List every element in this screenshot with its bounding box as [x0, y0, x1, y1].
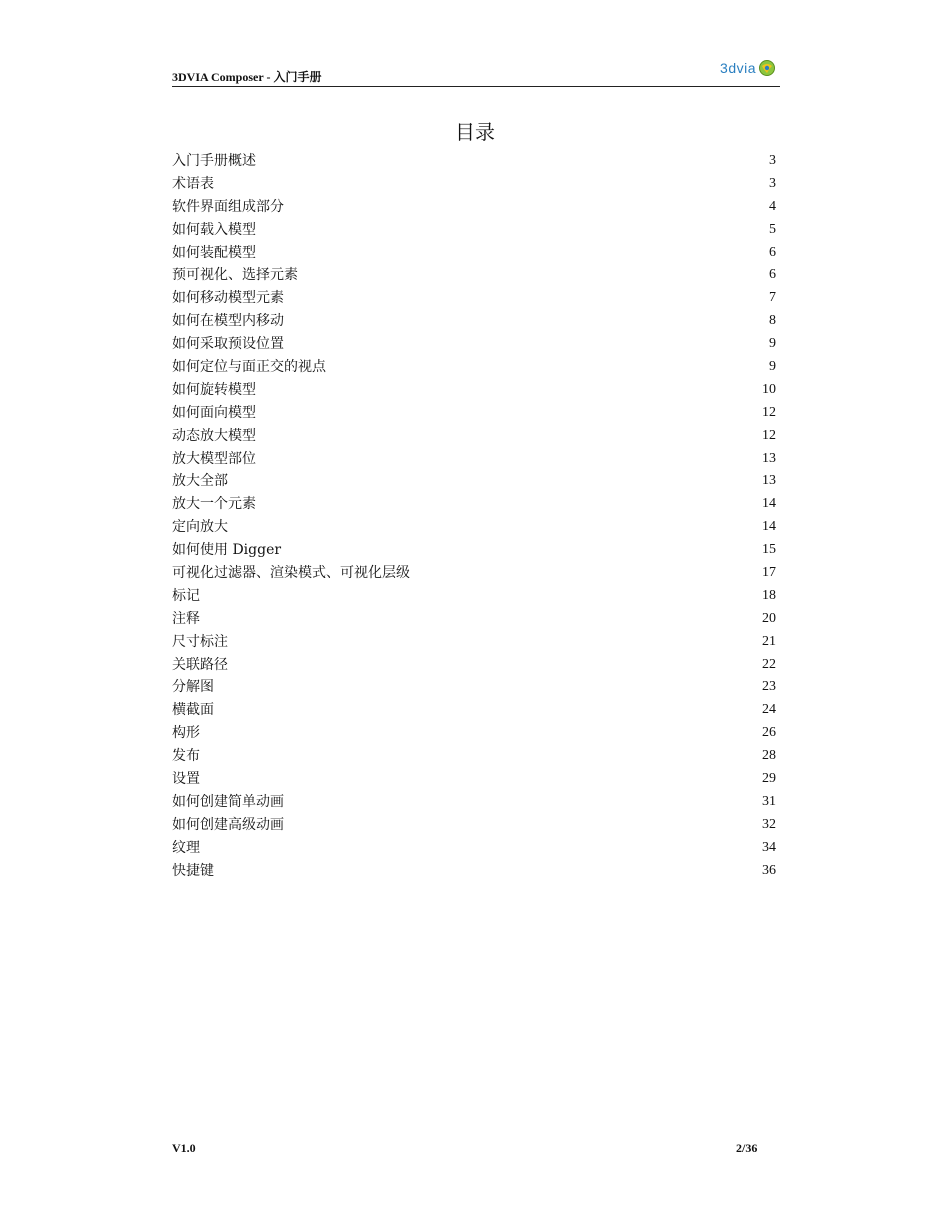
- toc-entry-page: 18: [762, 587, 776, 603]
- document-title: 3DVIA Composer - 入门手册: [172, 70, 322, 84]
- toc-entry-title: 关联路径: [172, 656, 228, 673]
- toc-entry-page: 12: [762, 404, 776, 420]
- toc-entry-page: 13: [762, 450, 776, 466]
- toc-entry-page: 9: [769, 336, 776, 352]
- toc-entry-title: 尺寸标注: [172, 633, 228, 650]
- toc-entry-page: 10: [762, 381, 776, 397]
- toc-entry-page: 14: [762, 496, 776, 512]
- toc-entry[interactable]: [172, 402, 778, 425]
- toc-entry-page: 26: [762, 725, 776, 741]
- toc-entry-title: 如何在模型内移动: [172, 313, 284, 330]
- toc-entry-title: 分解图: [172, 679, 214, 696]
- toc-entry[interactable]: [172, 264, 778, 287]
- toc-entry-page: 17: [762, 565, 776, 581]
- toc-entry-page: 7: [769, 290, 776, 306]
- toc-entry-page: 22: [762, 656, 776, 672]
- toc-entry-title: 术语表: [172, 175, 214, 192]
- toc-entry-title: 如何移动模型元素: [172, 290, 284, 307]
- toc-entry[interactable]: [172, 242, 778, 265]
- toc-heading: 目录: [455, 120, 495, 144]
- toc-entry-title: 构形: [172, 725, 200, 742]
- toc-entry-title: 如何装配模型: [172, 244, 256, 261]
- toc-entry[interactable]: [172, 173, 778, 196]
- toc-entry[interactable]: [172, 219, 778, 242]
- toc-entry[interactable]: [172, 608, 778, 631]
- toc-entry-title: 发布: [172, 748, 200, 765]
- toc-entry[interactable]: [172, 860, 778, 883]
- toc-entry-title: 注释: [172, 610, 200, 627]
- toc-entry[interactable]: [172, 768, 778, 791]
- toc-entry[interactable]: [172, 150, 778, 173]
- toc-entry[interactable]: [172, 585, 778, 608]
- logo-text: 3dvia: [720, 60, 756, 76]
- toc-entry-page: 3: [769, 175, 776, 191]
- toc-entry-page: 6: [769, 244, 776, 260]
- toc-entry-title: 如何旋转模型: [172, 381, 256, 398]
- toc-entry-page: 29: [762, 771, 776, 787]
- toc-entry-page: 3: [769, 153, 776, 168]
- toc-entry-page: 5: [769, 221, 776, 237]
- toc-entry[interactable]: [172, 562, 778, 585]
- toc-entry[interactable]: [172, 196, 778, 219]
- toc-entry-page: 24: [762, 702, 776, 718]
- toc-entry-page: 13: [762, 473, 776, 489]
- toc-entry[interactable]: [172, 516, 778, 539]
- toc-entry-page: 4: [769, 198, 776, 214]
- toc-entry-title: 动态放大模型: [172, 427, 256, 444]
- toc-entry[interactable]: [172, 654, 778, 677]
- toc-entry[interactable]: [172, 814, 778, 837]
- toc-entry[interactable]: [172, 287, 778, 310]
- toc-entry-title: 如何使用 Digger: [172, 542, 282, 559]
- toc-entry-title: 如何创建高级动画: [172, 816, 284, 833]
- toc-entry-page: 12: [762, 427, 776, 443]
- toc-entry-title: 可视化过滤器、渲染模式、可视化层级: [172, 565, 410, 582]
- page-header: [172, 62, 780, 87]
- toc-entry-title: 如何采取预设位置: [172, 336, 284, 353]
- toc-entry-page: 8: [769, 313, 776, 329]
- toc-entry[interactable]: [172, 310, 778, 333]
- footer-page-number: 2/36: [736, 1141, 758, 1155]
- toc-entry-title: 放大全部: [172, 473, 228, 490]
- toc-entry-page: 20: [762, 610, 776, 626]
- toc-entry-page: 32: [762, 816, 776, 832]
- toc-entry[interactable]: [172, 448, 778, 471]
- toc-entry-title: 如何面向模型: [172, 404, 256, 421]
- toc-entry-page: 15: [762, 542, 776, 558]
- toc-entry-page: 6: [769, 267, 776, 283]
- toc-entry-page: 36: [762, 862, 776, 878]
- footer-version: V1.0: [172, 1141, 196, 1155]
- toc-entry[interactable]: [172, 837, 778, 860]
- toc-entry-title: 如何载入模型: [172, 221, 256, 238]
- toc-entry-title: 软件界面组成部分: [172, 198, 284, 215]
- toc-entry-page: 14: [762, 519, 776, 535]
- toc-entry-page: 28: [762, 748, 776, 764]
- 3dvia-logo: [720, 59, 776, 77]
- toc-entry-title: 横截面: [172, 702, 214, 719]
- toc-entry[interactable]: [172, 722, 778, 745]
- toc-entry-page: 23: [762, 679, 776, 695]
- toc-entry[interactable]: [172, 356, 778, 379]
- toc-entry[interactable]: [172, 539, 778, 562]
- toc-entry[interactable]: [172, 333, 778, 356]
- toc-entry-page: 9: [769, 359, 776, 375]
- toc-entry-title: 预可视化、选择元素: [172, 267, 298, 284]
- toc-entry-title: 如何定位与面正交的视点: [172, 359, 326, 376]
- toc-entry-title: 定向放大: [172, 519, 228, 536]
- toc-entry-page: 34: [762, 839, 776, 855]
- toc-entry-title: 放大一个元素: [172, 496, 256, 513]
- logo-globe-icon: [758, 59, 776, 77]
- toc-entry[interactable]: [172, 379, 778, 402]
- toc-entry-title: 入门手册概述: [172, 153, 256, 169]
- toc-entry[interactable]: [172, 493, 778, 516]
- toc-entry-title: 设置: [172, 771, 200, 788]
- toc-entry-title: 纹理: [172, 839, 200, 856]
- toc-entry[interactable]: [172, 470, 778, 493]
- toc-entry-page: 31: [762, 793, 776, 809]
- toc-entry[interactable]: [172, 631, 778, 654]
- toc-entry-title: 放大模型部位: [172, 450, 256, 467]
- toc-entry-page: 21: [762, 633, 776, 649]
- toc-entry[interactable]: [172, 676, 778, 699]
- toc-entry[interactable]: [172, 791, 778, 814]
- toc-entry-title: 标记: [172, 587, 200, 604]
- toc-entry[interactable]: [172, 699, 778, 722]
- toc-entry[interactable]: [172, 425, 778, 448]
- toc-entry-title: 如何创建简单动画: [172, 793, 284, 810]
- toc-entry-title: 快捷键: [172, 862, 214, 879]
- table-of-contents: [172, 150, 778, 883]
- toc-entry[interactable]: [172, 745, 778, 768]
